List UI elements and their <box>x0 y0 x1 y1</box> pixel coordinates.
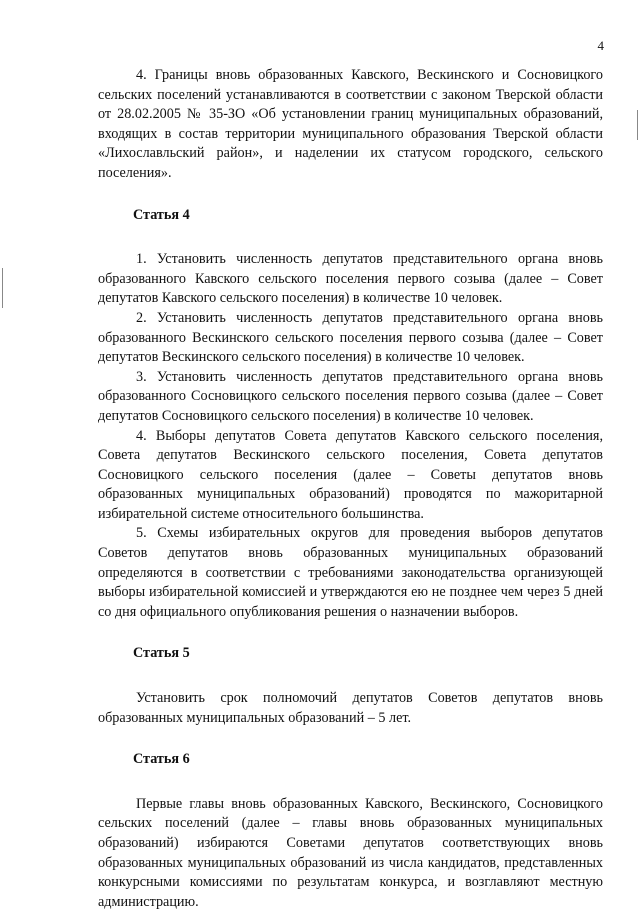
scan-edge-mark-left <box>2 268 3 308</box>
page-number: 4 <box>597 38 604 53</box>
article-5-heading: Статья 5 <box>133 645 190 662</box>
document-body <box>98 66 603 912</box>
scan-edge-mark-right <box>637 110 638 140</box>
article-4-paragraph-4: 4. Выборы депутатов Совета депутатов Кавского сельского поселения, Совета депутатов Вескинского сельского поселения, Совета депутатов Сосновицкого сельского поселения (далее – Советы депутатов вновь образованных муниципальных образований) проводятся по мажоритарной избирательной системе относительного большинства. <box>98 427 603 522</box>
article-6-heading: Статья 6 <box>133 751 190 768</box>
paragraph-boundaries: 4. Границы вновь образованных Кавского, Вескинского и Сосновицкого сельских поселений устанавливаются в соответствии с законом Тверской области от 28.02.2005 № 35-ЗО «Об установлении границ муниципальных образований, входящих в состав территории муниципального образования Тверской области «Лихославльский район», и наделении их статусом городского, сельского поселения». <box>98 67 603 181</box>
article-4-heading: Статья 4 <box>133 206 190 223</box>
article-4-paragraph-1: 1. Установить численность депутатов представительного органа вновь образованного Кавского сельского поселения первого созыва (далее – Совет депутатов Кавского сельского поселения) в количестве 10 человек. <box>98 251 603 307</box>
article-4-paragraph-5: 5. Схемы избирательных округов для проведения выборов депутатов Советов депутатов вновь образованных муниципальных образований определяются в соответствии с требованиями законодательства организующей выборы избирательной комиссией и утверждаются ею не позднее чем через 5 дней со дня официального опубликования решения о назначении выборов. <box>98 525 603 620</box>
article-5-paragraph-1: Установить срок полномочий депутатов Советов депутатов вновь образованных муниципальных образований – 5 лет. <box>98 690 603 726</box>
article-4-paragraph-2: 2. Установить численность депутатов представительного органа вновь образованного Вескинского сельского поселения первого созыва (далее – Совет депутатов Вескинского сельского поселения) в количестве 10 человек. <box>98 309 603 366</box>
article-6-paragraph-1: Первые главы вновь образованных Кавского, Вескинского, Сосновицкого сельских поселений (далее – главы вновь образованных муниципальных образований) избираются Советами депутатов соответствующих вновь образованных муниципальных образований из числа кандидатов, представленных конкурсными комиссиями по результатам конкурса, и возглавляют местную администрацию. <box>98 795 603 910</box>
article-4-paragraph-3: 3. Установить численность депутатов представительного органа вновь образованного Сосновицкого сельского поселения первого созыва (далее – Совет депутатов Сосновицкого сельского поселения) в количестве 10 человек. <box>98 368 603 424</box>
